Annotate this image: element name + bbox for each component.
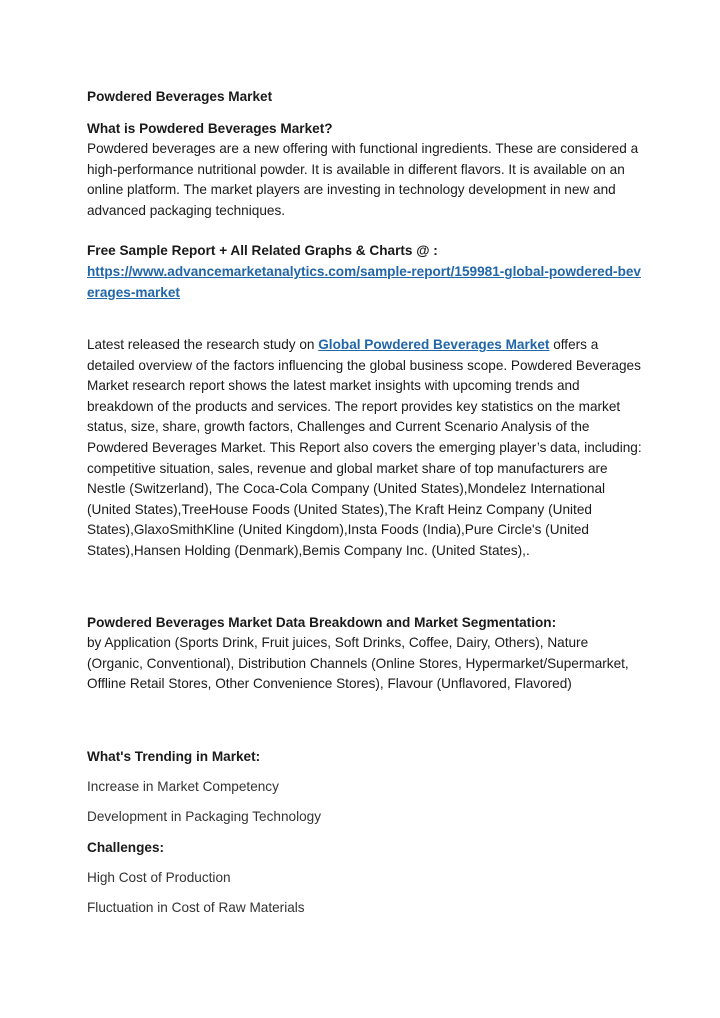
segmentation-heading: Powdered Beverages Market Data Breakdown and Market Segmentation: (87, 615, 557, 630)
challenge-item: Fluctuation in Cost of Raw Materials (87, 900, 305, 915)
latest-paragraph (87, 335, 647, 562)
latest-pre-text: Latest released the research study on (87, 337, 319, 352)
sample-heading: Free Sample Report + All Related Graphs & Charts @ : (87, 243, 438, 258)
sample-report-link[interactable]: https://www.advancemarketanalytics.com/sample-report/159981-global-powdered-beverages-market (87, 264, 641, 300)
latest-post-text: offers a detailed overview of the factors influencing the global business scope. Powdered Beverages Market research report shows the latest market insights with upcoming trends and breakdown of the products and services. The report provides key statistics on the market status, size, share, growth factors, Challenges and Current Scenario Analysis of the Powdered Beverages Market. This Report also covers the emerging player’s data, including: competitive situation, sales, revenue and global market share of top manufacturers are Nestle (Switzerland), The Coca-Cola Company (United States),Mondelez International (United States),TreeHouse Foods (United States),The Kraft Heinz Company (United States),GlaxoSmithKline (United Kingdom),Insta Foods (India),Pure Circle's (United States),Hansen Holding (Denmark),Bemis Company Inc. (United States),. (87, 337, 642, 558)
what-body: Powdered beverages are a new offering with functional ingredients. These are considered a high-performance nutritional powder. It is available in different flavors. It is available on an online platform. The market players are investing in technology development in new and advanced packaging techniques. (87, 141, 639, 218)
trending-item: Development in Packaging Technology (87, 809, 322, 824)
challenges-heading: Challenges: (87, 840, 165, 855)
trending-item: Increase in Market Competency (87, 779, 279, 794)
doc-title: Powdered Beverages Market (87, 89, 273, 104)
segmentation-body: by Application (Sports Drink, Fruit juices, Soft Drinks, Coffee, Dairy, Others), Nature (Organic, Conventional), Distribution Channels (Online Stores, Hypermarket/Supermarket, Offline Retail Stores, Other Convenience Stores), Flavour (Unflavored, Flavored) (87, 635, 629, 692)
trending-heading: What's Trending in Market: (87, 749, 261, 764)
what-heading: What is Powdered Beverages Market? (87, 121, 333, 136)
global-market-link[interactable]: Global Powdered Beverages Market (318, 337, 550, 352)
sample-paragraph (87, 262, 647, 303)
challenge-item: High Cost of Production (87, 870, 231, 885)
